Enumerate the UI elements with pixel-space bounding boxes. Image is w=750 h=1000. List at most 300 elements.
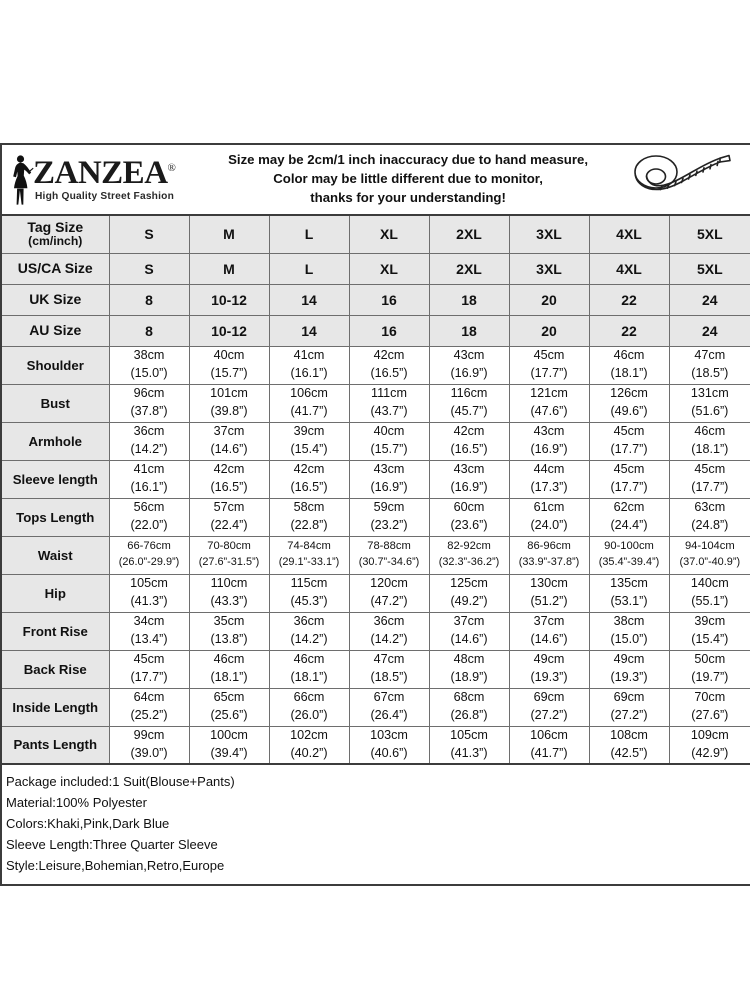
banner-row [1,144,750,215]
size-cell: 2XL [429,215,509,253]
row-label-main: Tag Size [27,218,84,235]
measurement-cell [669,650,750,688]
measurement-inch: (13.8”) [210,632,248,646]
product-detail-line: Style:Leisure,Bohemian,Retro,Europe [6,858,225,874]
measurement-cm: 57cm [213,500,245,515]
measurement-inch: (19.3”) [610,670,648,684]
size-cell: L [269,253,349,284]
row-label: US/CA Size [1,253,109,284]
measurement-cell [189,574,269,612]
product-detail-line: Material:100% Polyester [6,795,147,811]
row-label: Shoulder [1,346,109,384]
measurement-cell [349,460,429,498]
measurement-inch: (16.1”) [290,366,328,380]
measurement-inch: (45.7”) [450,404,488,418]
measurement-inch: (35.4”-39.4”) [598,556,660,569]
header-row [1,215,750,253]
measurement-cm: 102cm [290,727,328,742]
measurement-cm: 45cm [533,348,565,363]
measurement-row [1,384,750,422]
measurement-cell [349,384,429,422]
measurement-cell [189,688,269,726]
measurement-row [1,498,750,536]
size-cell: 22 [589,315,669,346]
measurement-cm: 37cm [453,614,485,629]
measurement-cm: 109cm [690,727,729,742]
measurement-cell [109,574,189,612]
measurement-cm: 46cm [613,348,645,363]
measurement-cell [109,422,189,460]
measurement-inch: (40.6”) [370,745,408,760]
measurement-cell [109,346,189,384]
measurement-cm: 49cm [613,652,645,667]
row-label-sub: (cm/inch) [28,234,83,249]
measurement-cm: 121cm [530,386,568,401]
measurement-cell [269,688,349,726]
measurement-cell [589,498,669,536]
measurement-cell [589,688,669,726]
measurement-cell [269,460,349,498]
measurement-cell [509,612,589,650]
measurement-cm: 43cm [533,424,565,439]
measurement-inch: (18.9”) [450,670,488,684]
size-cell: 20 [509,284,589,315]
measurement-inch: (18.1”) [290,670,328,684]
size-cell: S [109,215,189,253]
measurement-inch: (27.6”) [691,708,729,722]
measurement-cell [189,346,269,384]
measurement-inch: (23.6”) [450,518,488,532]
measurement-cell [269,536,349,574]
measurement-inch: (42.9”) [691,745,729,760]
measurement-inch: (14.6”) [530,632,568,646]
measurement-cell [429,536,509,574]
measurement-cell [589,726,669,764]
measurement-cm: 37cm [533,614,565,629]
measurement-cm: 41cm [133,462,165,477]
measurement-cm: 38cm [133,348,165,363]
measurement-cm: 100cm [210,727,248,742]
measurement-notice [188,151,622,207]
measurement-cm: 86-96cm [527,540,571,553]
row-label: AU Size [1,315,109,346]
size-cell: 18 [429,284,509,315]
measurement-cell [349,422,429,460]
measurement-cm: 64cm [133,690,165,705]
measurement-cell [349,574,429,612]
size-cell: 24 [669,315,750,346]
measurement-inch: (25.6”) [210,708,248,722]
measurement-cell [509,688,589,726]
row-label: Armhole [1,422,109,460]
measurement-inch: (18.1”) [691,442,729,456]
measurement-inch: (55.1”) [691,594,729,608]
measurement-cm: 131cm [690,386,729,401]
measurement-cm: 115cm [290,576,328,591]
measurement-cm: 45cm [133,652,165,667]
measurement-inch: (18.1”) [210,670,248,684]
measurement-cm: 46cm [293,652,325,667]
measurement-cell [589,612,669,650]
measurement-cm: 106cm [530,727,568,742]
measurement-cell [669,726,750,764]
measurement-inch: (53.1”) [610,594,648,608]
measurement-cell [509,384,589,422]
measurement-inch: (15.0”) [130,366,168,380]
measurement-inch: (17.7”) [130,670,168,684]
measurement-inch: (51.2”) [530,594,568,608]
measurement-inch: (51.6”) [691,404,729,418]
measurement-cell [509,422,589,460]
size-cell: 14 [269,315,349,346]
measurement-cm: 36cm [373,614,405,629]
measurement-inch: (41.3”) [450,745,488,760]
measurement-cm: 58cm [293,500,325,515]
measurement-row [1,726,750,764]
measurement-cm: 78-88cm [367,540,411,553]
measurement-inch: (14.6”) [450,632,488,646]
measurement-cm: 70-80cm [207,540,251,553]
measurement-cm: 42cm [453,424,485,439]
notice-line-1: Size may be 2cm/1 inch inaccuracy due to hand measure, [228,152,588,168]
measurement-cell [429,460,509,498]
measurement-inch: (22.4”) [210,518,248,532]
measurement-cm: 35cm [213,614,245,629]
measurement-cell [269,422,349,460]
measurement-cell [109,612,189,650]
measurement-inch: (14.6”) [210,442,248,456]
measurement-inch: (16.9”) [370,480,408,494]
measurement-inch: (22.8”) [290,518,328,532]
measurement-inch: (14.2”) [370,632,408,646]
measurement-inch: (43.7”) [370,404,408,418]
measurement-cm: 46cm [213,652,245,667]
measurement-cm: 120cm [370,576,408,591]
measurement-cell [189,650,269,688]
measurement-inch: (17.7”) [691,480,729,494]
size-cell: 5XL [669,253,750,284]
measurement-cm: 36cm [293,614,325,629]
measurement-inch: (16.1”) [130,480,168,494]
measurement-cm: 40cm [213,348,245,363]
size-cell: 14 [269,284,349,315]
measurement-cell [669,422,750,460]
measurement-cm: 68cm [453,690,485,705]
measurement-inch: (27.2”) [610,708,648,722]
measurement-cell [669,536,750,574]
header-row [1,284,750,315]
measurement-cell [429,384,509,422]
measurement-inch: (16.9”) [530,442,568,456]
measurement-inch: (15.4”) [290,442,328,456]
measurement-cm: 66cm [293,690,325,705]
measurement-cm: 42cm [293,462,325,477]
measurement-cm: 47cm [373,652,405,667]
notice-line-2: Color may be little different due to monitor, [273,171,543,187]
measurement-inch: (25.2”) [130,708,168,722]
measurement-inch: (30.7”-34.6”) [358,556,420,569]
measurement-inch: (16.9”) [450,480,488,494]
measurement-cell [269,346,349,384]
measurement-row [1,612,750,650]
size-cell: 3XL [509,215,589,253]
measurement-cell [509,574,589,612]
measurement-inch: (41.7”) [530,745,568,760]
measurement-cm: 140cm [690,576,729,591]
brand-logo [8,154,188,206]
measurement-cm: 36cm [133,424,165,439]
size-cell: 4XL [589,253,669,284]
measurement-cm: 99cm [133,727,165,742]
measurement-cm: 42cm [213,462,245,477]
measurement-cm: 69cm [533,690,565,705]
measurement-inch: (15.0”) [610,632,648,646]
measurement-cell [349,536,429,574]
row-label: Inside Length [1,688,109,726]
measurement-cell [109,688,189,726]
measurement-row [1,688,750,726]
measurement-cm: 44cm [533,462,565,477]
measurement-cm: 106cm [290,386,328,401]
measurement-cm: 65cm [213,690,245,705]
row-label: Bust [1,384,109,422]
measurement-cm: 43cm [373,462,405,477]
row-label: Sleeve length [1,460,109,498]
measurement-inch: (33.9”-37.8”) [518,556,580,569]
size-cell: 10-12 [189,284,269,315]
measurement-inch: (19.3”) [530,670,568,684]
measurement-cell [269,726,349,764]
footer-row [1,764,750,885]
measurement-cell [109,384,189,422]
measurement-row [1,650,750,688]
measurement-cm: 45cm [613,424,645,439]
measurement-inch: (47.6”) [530,404,568,418]
size-cell: XL [349,215,429,253]
measurement-cm: 41cm [293,348,325,363]
measurement-cm: 126cm [610,386,648,401]
tape-icon-wrap [622,151,742,209]
measurement-cm: 46cm [694,424,726,439]
woman-silhouette-icon [8,154,34,206]
measurement-cell [189,384,269,422]
measurement-cell [269,612,349,650]
measurement-cell [669,612,750,650]
measurement-cm: 105cm [450,727,488,742]
measurement-cell [349,346,429,384]
measurement-cm: 111cm [371,386,407,401]
brand-name: ZANZEA® [33,155,176,191]
measurement-cell [109,498,189,536]
measurement-inch: (17.7”) [610,442,648,456]
size-cell: 16 [349,284,429,315]
measurement-inch: (16.5”) [210,480,248,494]
measurement-cm: 60cm [453,500,485,515]
measurement-inch: (24.8”) [691,518,729,532]
measurement-cm: 66-76cm [127,540,171,553]
measurement-inch: (17.7”) [610,480,648,494]
size-cell: 2XL [429,253,509,284]
product-detail-line: Colors:Khaki,Pink,Dark Blue [6,816,170,832]
product-detail-line: Sleeve Length:Three Quarter Sleeve [6,837,218,853]
measurement-cell [109,536,189,574]
measurement-cell [429,612,509,650]
measurement-inch: (24.0”) [530,518,568,532]
row-label: Front Rise [1,612,109,650]
measurement-inch: (42.5”) [610,745,648,760]
row-label: UK Size [1,284,109,315]
measurement-cm: 45cm [613,462,645,477]
measurement-cm: 39cm [293,424,325,439]
measurement-inch: (43.3”) [210,594,248,608]
row-label [1,215,109,253]
measurement-cell [669,460,750,498]
measurement-cell [589,536,669,574]
measurement-cm: 39cm [694,614,726,629]
measurement-cell [589,422,669,460]
measurement-inch: (49.6”) [610,404,648,418]
measurement-cm: 69cm [613,690,645,705]
measurement-cell [189,726,269,764]
banner-cell [1,144,750,215]
measurement-inch: (27.6”-31.5”) [198,556,260,569]
measurement-cell [669,688,750,726]
measurement-inch: (13.4”) [130,632,168,646]
measurement-cm: 125cm [450,576,488,591]
measurement-inch: (26.0”-29.9”) [118,556,180,569]
measurement-cm: 103cm [370,727,408,742]
measurement-cell [589,460,669,498]
size-chart-container [0,143,750,886]
size-cell: 8 [109,284,189,315]
measurement-cm: 130cm [530,576,568,591]
measurement-cell [509,346,589,384]
measurement-cell [589,346,669,384]
measurement-cm: 94-104cm [684,540,735,553]
measurement-inch: (17.7”) [530,366,568,380]
measurement-cell [589,650,669,688]
measurement-cm: 74-84cm [287,540,331,553]
measurement-cell [429,726,509,764]
size-cell: 18 [429,315,509,346]
measurement-inch: (18.1”) [610,366,648,380]
size-cell: L [269,215,349,253]
measurement-cell [269,498,349,536]
measurement-cell [429,688,509,726]
measurement-cell [349,650,429,688]
measurement-inch: (16.5”) [450,442,488,456]
measurement-cm: 49cm [533,652,565,667]
row-label: Pants Length [1,726,109,764]
measurement-cm: 135cm [610,576,648,591]
measurement-cell [509,536,589,574]
measurement-inch: (37.8”) [130,404,168,418]
size-cell: M [189,215,269,253]
measurement-inch: (22.0”) [130,518,168,532]
measurement-cell [269,574,349,612]
measurement-inch: (18.5”) [370,670,408,684]
measurement-cell [349,498,429,536]
measurement-cm: 82-92cm [447,540,491,553]
measurement-cell [269,384,349,422]
measurement-inch: (14.2”) [290,632,328,646]
measurement-inch: (26.4”) [370,708,408,722]
measurement-inch: (29.1”-33.1”) [278,556,340,569]
measurement-cell [669,346,750,384]
measurement-cell [189,612,269,650]
size-chart-table [0,143,750,886]
measurement-cm: 67cm [373,690,405,705]
measurement-cell [269,650,349,688]
measurement-inch: (41.3”) [130,594,168,608]
size-cell: 10-12 [189,315,269,346]
measurement-cm: 37cm [213,424,245,439]
measurement-cell [109,726,189,764]
measurement-cell [589,384,669,422]
registered-mark-icon: ® [167,162,176,174]
measurement-row [1,346,750,384]
measurement-cm: 59cm [373,500,405,515]
measurement-cell [509,498,589,536]
measurement-row [1,422,750,460]
size-cell: 16 [349,315,429,346]
size-cell: 5XL [669,215,750,253]
measurement-cm: 96cm [133,386,165,401]
measurement-inch: (39.8”) [210,404,248,418]
measurement-cell [669,574,750,612]
measurement-cell [429,422,509,460]
measurement-inch: (47.2”) [370,594,408,608]
measurement-cm: 116cm [450,386,488,401]
measurement-row [1,536,750,574]
product-details [1,764,750,885]
measurement-cm: 105cm [130,576,168,591]
size-cell: 8 [109,315,189,346]
measurement-cm: 42cm [373,348,405,363]
measurement-cell [589,574,669,612]
measurement-inch: (39.4”) [210,745,248,760]
size-cell: 24 [669,284,750,315]
measurement-row [1,460,750,498]
size-cell: XL [349,253,429,284]
notice-line-3: thanks for your understanding! [310,189,506,205]
measurement-cm: 62cm [613,500,645,515]
measurement-cm: 34cm [133,614,165,629]
measurement-cm: 50cm [694,652,726,667]
measurement-cm: 63cm [694,500,726,515]
row-label: Back Rise [1,650,109,688]
measurement-cell [189,422,269,460]
measurement-cm: 101cm [210,386,248,401]
measurement-cell [109,650,189,688]
measurement-cm: 45cm [694,462,726,477]
measurement-inch: (24.4”) [610,518,648,532]
measurement-cm: 56cm [133,500,165,515]
measurement-cm: 48cm [453,652,485,667]
measurement-cell [349,612,429,650]
size-cell: S [109,253,189,284]
measurement-cell [669,498,750,536]
measurement-cm: 108cm [610,727,648,742]
measurement-cm: 38cm [613,614,645,629]
measurement-cell [429,346,509,384]
measurement-inch: (15.7”) [210,366,248,380]
measurement-cell [429,650,509,688]
measurement-cell [509,726,589,764]
measurement-cm: 61cm [533,500,565,515]
measurement-cell [349,688,429,726]
row-label: Hip [1,574,109,612]
